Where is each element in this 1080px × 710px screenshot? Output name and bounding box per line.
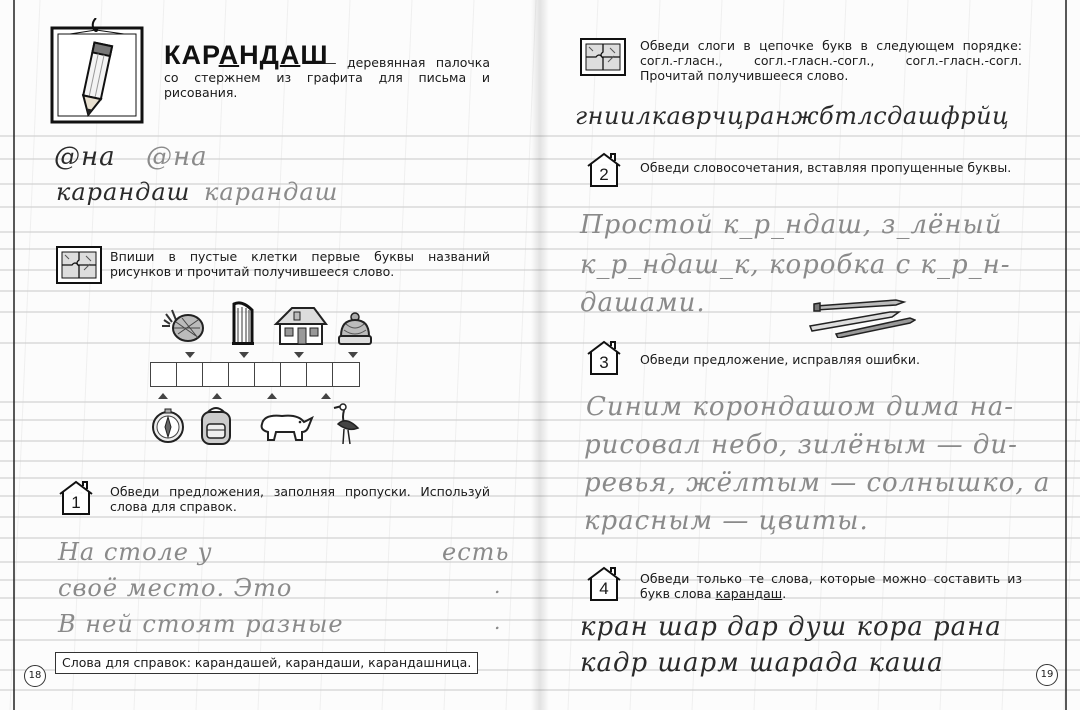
pineapple-icon xyxy=(160,306,206,350)
puzzle-task-text-left: Впиши в пустые клетки первые буквы названий рисунков и прочитай получившееся слово. xyxy=(110,249,490,279)
pencil-icon xyxy=(48,18,148,130)
letter-cell[interactable] xyxy=(202,362,230,387)
copy-sample-2: карандаш xyxy=(56,178,191,206)
backpack-icon xyxy=(196,404,236,450)
letter-cell[interactable] xyxy=(306,362,334,387)
copy-trace-2: карандаш xyxy=(204,178,339,206)
arrow-down-icon xyxy=(239,352,249,358)
trace-line: ревья, жёлтым — солнышко, а xyxy=(584,468,1051,498)
trace-line-end: . xyxy=(494,574,502,598)
reference-words-box: Слова для справок: карандашей, карандаши, карандашница. xyxy=(55,652,478,674)
task-number: 2 xyxy=(599,165,609,184)
task-number: 3 xyxy=(599,353,609,372)
house-icon xyxy=(272,304,328,350)
task-number-house-icon xyxy=(58,480,94,516)
hat-icon xyxy=(336,312,374,350)
arrow-up-icon xyxy=(321,393,331,399)
trace-line-end: есть xyxy=(442,538,510,566)
rhino-icon xyxy=(254,410,314,446)
copy-sample-1: @на xyxy=(54,142,116,172)
word-line: кран шар дар душ кора рана xyxy=(580,612,1002,642)
letter-cell[interactable] xyxy=(332,362,360,387)
arrow-down-icon xyxy=(348,352,358,358)
letter-grid xyxy=(150,362,358,387)
letter-cell[interactable] xyxy=(280,362,308,387)
arrow-up-icon xyxy=(158,393,168,399)
trace-line-end: . xyxy=(494,610,502,634)
trace-line: В ней стоят разные xyxy=(58,610,344,638)
arrow-up-icon xyxy=(212,393,222,399)
trace-line: своё место. Это xyxy=(58,574,293,602)
puzzle-icon xyxy=(580,38,626,80)
trace-line: красным — цвиты. xyxy=(584,506,869,536)
task1-text: Обведи предложения, заполняя пропуски. Используй слова для справок. xyxy=(110,484,490,514)
copy-trace-1: @на xyxy=(146,142,208,172)
task-number: 4 xyxy=(599,579,609,598)
task2-text: Обведи словосочетания, вставляя пропущенные буквы. xyxy=(640,160,1012,175)
trace-line: дашами. xyxy=(580,288,706,318)
letter-cell[interactable] xyxy=(228,362,256,387)
task-number: 1 xyxy=(71,493,81,512)
definition-text: — деревянная палочка со стержнем из графита для письма и рисования. xyxy=(164,55,490,100)
task-number-house-icon xyxy=(586,340,622,376)
trace-line: рисовал небо, зилёным — ди- xyxy=(584,430,1018,460)
task-number-house-icon xyxy=(586,566,622,602)
harp-icon xyxy=(230,300,256,350)
page-number-right: 19 xyxy=(1036,664,1058,686)
compass-icon xyxy=(150,408,186,448)
title-word: КАРАНДАШ xyxy=(164,40,329,70)
puzzle-icon xyxy=(56,246,102,288)
task4-text: Обведи только те слова, которые можно составить из букв слова карандаш. xyxy=(640,571,1022,601)
task4-keyword: карандаш xyxy=(715,586,783,601)
trace-line: Простой к_р_ндаш, з_лёный xyxy=(580,210,1003,240)
stork-icon xyxy=(330,402,362,450)
trace-line: На столе у xyxy=(58,538,213,566)
trace-line: Синим корондашом дима на- xyxy=(586,392,1014,422)
page-number-left: 18 xyxy=(24,665,46,687)
task3-text: Обведи предложение, исправляя ошибки. xyxy=(640,352,921,367)
letter-cell[interactable] xyxy=(254,362,282,387)
letter-cell[interactable] xyxy=(176,362,204,387)
trace-line: к_р_ндаш_к, коробка с к_р_н- xyxy=(580,250,1011,280)
puzzle-task-text-right: Обведи слоги в цепочке букв в следующем порядке: согл.-гласн., согл.-гласн.-согл., согл.-гласн.-согл. Прочитай получившееся слово. xyxy=(640,38,1022,83)
arrow-down-icon xyxy=(294,352,304,358)
book-gutter xyxy=(531,0,549,710)
arrow-up-icon xyxy=(267,393,277,399)
letter-cell[interactable] xyxy=(150,362,178,387)
pencils-icon xyxy=(806,292,916,342)
letter-chain: гниилкаврчцранжбтлсдашфрйц xyxy=(575,102,1010,130)
task-number-house-icon xyxy=(586,152,622,188)
arrow-down-icon xyxy=(185,352,195,358)
word-line: кадр шарм шарада каша xyxy=(580,648,944,678)
